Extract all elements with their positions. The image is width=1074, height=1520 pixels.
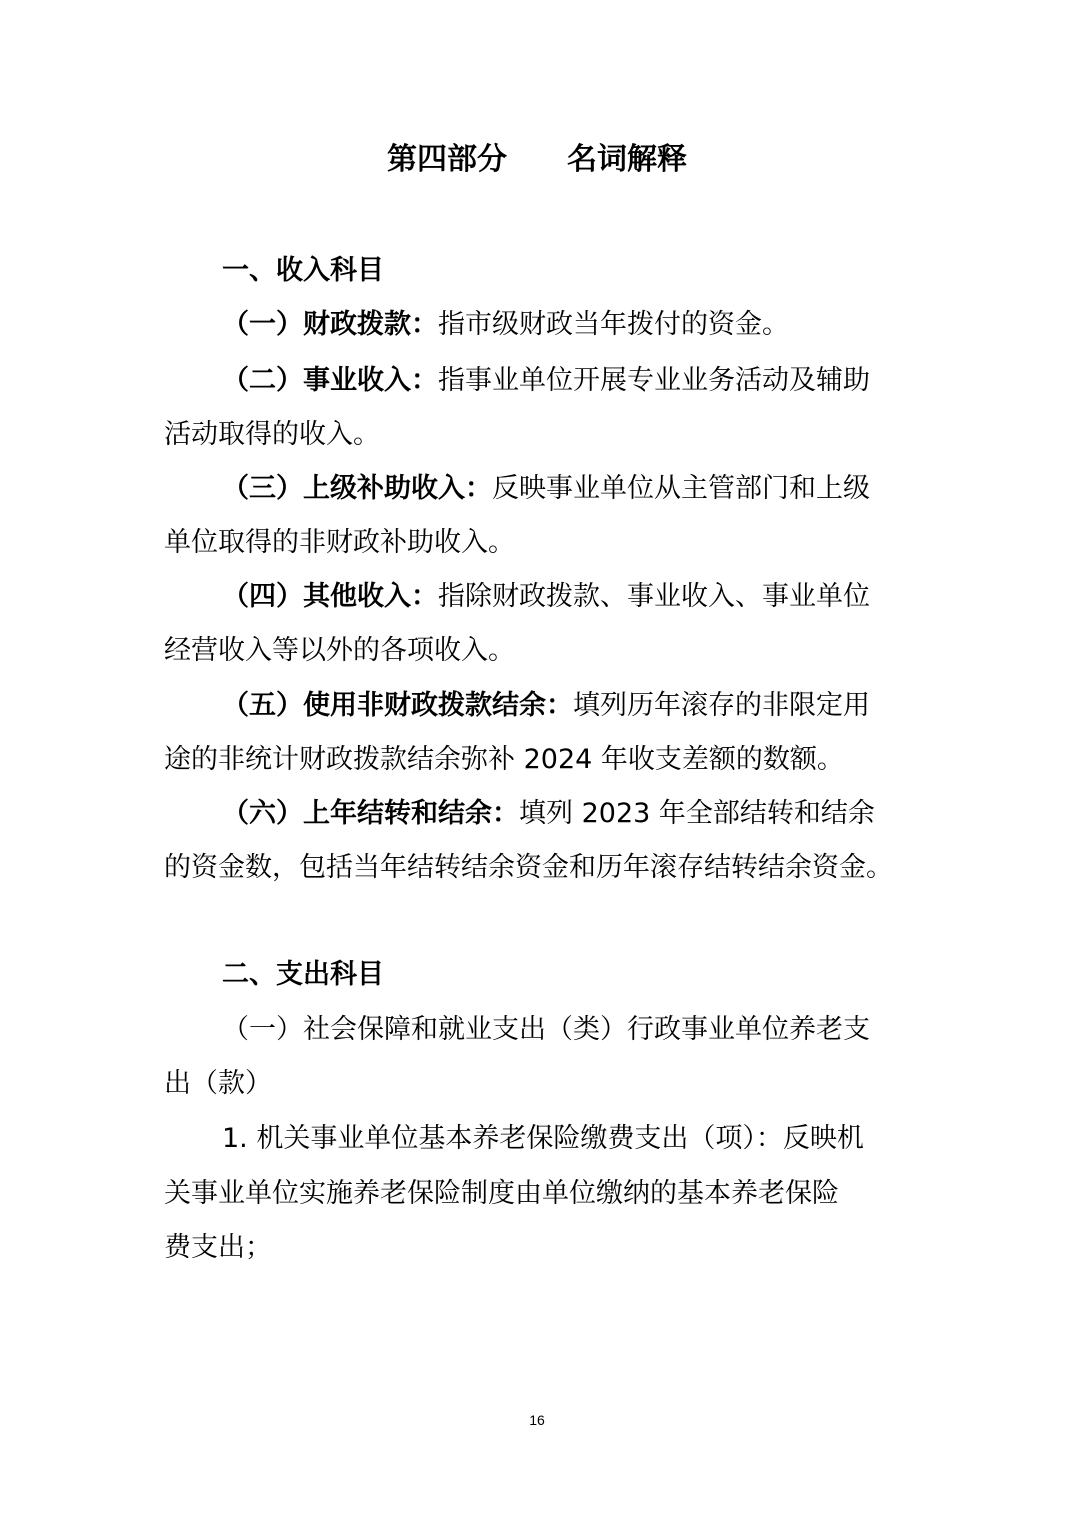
expenditure-item-1-cont: 费支出； <box>164 1232 272 1263</box>
income-item-4 <box>222 577 870 617</box>
income-item-5 <box>222 686 870 726</box>
expenditure-item-1-cont: 关事业单位实施养老保险制度由单位缴纳的基本养老保险 <box>164 1178 839 1209</box>
term-label: （五）使用非财政拨款结余： <box>222 690 573 721</box>
income-item-1 <box>222 305 789 345</box>
income-item-6 <box>222 794 875 834</box>
expenditure-subheading-cont: 出（款） <box>164 1068 272 1099</box>
definition-text: 填列历年滚存的非限定用 <box>573 690 870 721</box>
definition-continuation: 途的非统计财政拨款结余弥补 2024 年收支差额的数额。 <box>164 744 844 775</box>
term-label: （一）财政拨款： <box>222 309 438 340</box>
expenditure-item-1: 1. 机关事业单位基本养老保险缴费支出（项）：反映机 <box>222 1123 864 1154</box>
definition-text: 反映事业单位从主管部门和上级 <box>492 473 870 504</box>
definition-continuation: 经营收入等以外的各项收入。 <box>164 635 515 666</box>
page-title: 第四部分 名词解释 <box>387 142 687 177</box>
income-item-2 <box>222 361 870 401</box>
definition-text: 指事业单位开展专业业务活动及辅助 <box>438 365 870 396</box>
term-label: （二）事业收入： <box>222 365 438 396</box>
definition-continuation: 活动取得的收入。 <box>164 419 380 450</box>
section-heading-income: 一、收入科目 <box>222 255 384 286</box>
income-item-3 <box>222 469 870 509</box>
term-label: （四）其他收入： <box>222 581 438 612</box>
term-label: （六）上年结转和结余： <box>222 798 519 829</box>
definition-text: 指市级财政当年拨付的资金。 <box>438 309 789 340</box>
definition-text: 填列 2023 年全部结转和结余 <box>519 798 875 829</box>
page-number: 16 <box>529 1412 545 1428</box>
expenditure-subheading: （一）社会保障和就业支出（类）行政事业单位养老支 <box>222 1014 870 1045</box>
definition-continuation: 单位取得的非财政补助收入。 <box>164 527 515 558</box>
section-heading-expenditure: 二、支出科目 <box>222 959 384 990</box>
definition-continuation: 的资金数，包括当年结转结余资金和历年滚存结转结余资金。 <box>164 852 893 883</box>
definition-text: 指除财政拨款、事业收入、事业单位 <box>438 581 870 612</box>
term-label: （三）上级补助收入： <box>222 473 492 504</box>
